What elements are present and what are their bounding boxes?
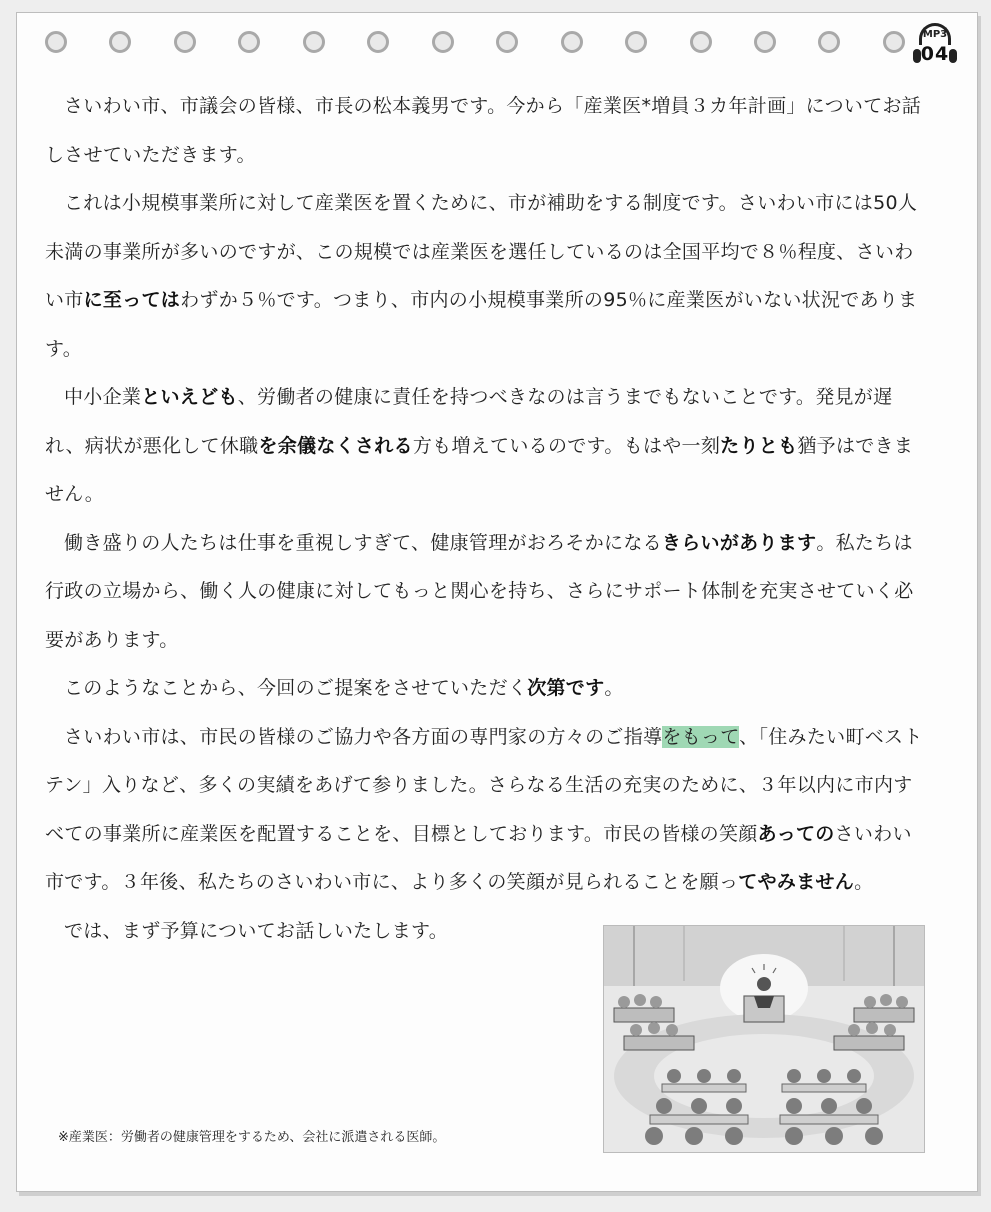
mp3-track-badge[interactable] — [913, 23, 957, 69]
text-segment: さいわい市、市議会の皆様、市長の松本義男です。今から「産業医*増員３カ年計画」についてお話しさせていただきます。 — [45, 95, 922, 166]
text-segment: これは小規模事業所に対して産業医を置くために、市が補助をする制度です。さいわい市には50人未満の事業所が多いのですが、この規模では産業医を選任しているのは全国平均で８％程度、さいわい市 — [45, 192, 918, 311]
binder-rings — [45, 27, 905, 57]
binder-ring-icon — [883, 31, 905, 53]
text-segment: 中小企業 — [64, 386, 142, 408]
binder-ring-icon — [174, 31, 196, 53]
text-segment: 働き盛りの人たちは仕事を重視しすぎて、健康管理がおろそかになる — [64, 531, 662, 554]
speech-paragraph — [45, 713, 925, 907]
bold-expression: 次第です — [527, 677, 605, 699]
text-segment: 方も増えているのです。もはや一刻 — [412, 434, 721, 457]
text-segment: さいわい市は、市民の皆様のご協力や各方面の専門家の方々のご指導 — [64, 725, 663, 748]
speech-text — [45, 82, 925, 955]
speech-paragraph — [45, 519, 925, 665]
bold-expression: を余儀なくされる — [258, 434, 413, 457]
binder-ring-icon — [496, 31, 518, 53]
binder-ring-icon — [432, 31, 454, 53]
binder-ring-icon — [109, 31, 131, 53]
text-segment: では、まず予算についてお話しいたします。 — [64, 919, 449, 942]
speech-paragraph — [45, 664, 925, 713]
mp3-label: MP3 — [922, 29, 948, 40]
binder-ring-icon — [45, 31, 67, 53]
text-segment: 、労働者の健康に責任を持つべきなのは言うまでもないことです。発見が遅れ、病状が悪化して休職 — [45, 386, 893, 457]
assembly-hall-illustration — [603, 925, 925, 1153]
text-segment: わずか５％です。つまり、市内の小規模事業所の95％に産業医がいない状況であります。 — [45, 289, 918, 360]
track-number: 04 — [920, 43, 950, 65]
bold-expression: といえども — [141, 386, 238, 408]
binder-ring-icon — [754, 31, 776, 53]
footnote: ※産業医：労働者の健康管理をするため、会社に派遣される医師。 — [58, 1130, 446, 1145]
bold-expression: に至っては — [83, 289, 181, 311]
binder-ring-icon — [818, 31, 840, 53]
bold-expression: たりとも — [720, 434, 798, 457]
text-segment: 。 — [604, 677, 624, 699]
text-segment: 猶予はできません。 — [45, 434, 914, 505]
bold-expression: きらいがあります — [661, 531, 817, 554]
highlighted-expression: をもって — [662, 725, 740, 748]
bold-expression: あっての — [757, 822, 835, 845]
binder-ring-icon — [690, 31, 712, 53]
text-segment: 、「住みたい町ベストテン」入りなど、多くの実績をあげて参りました。さらなる生活の充実のために、３年以内に市内すべての事業所に産業医を配置することを、目標としております。市民の皆様の笑顔 — [45, 725, 923, 845]
assembly-hall-image — [604, 926, 924, 1152]
text-segment: 。私たちは行政の立場から、働く人の健康に対してもっと関心を持ち、さらにサポート体制を充実させていく必要があります。 — [45, 531, 914, 651]
binder-ring-icon — [367, 31, 389, 53]
text-segment: さいわい市です。３年後、私たちのさいわい市に、より多くの笑顔が見られることを願っ — [45, 822, 912, 893]
speech-paragraph — [45, 82, 925, 179]
speech-paragraph — [45, 179, 925, 373]
binder-ring-icon — [625, 31, 647, 53]
bold-expression: てやみません — [738, 871, 855, 893]
binder-ring-icon — [561, 31, 583, 53]
speech-paragraph — [45, 373, 925, 519]
binder-ring-icon — [238, 31, 260, 53]
text-segment: 。 — [854, 871, 874, 893]
text-segment: このようなことから、今回のご提案をさせていただく — [64, 677, 528, 699]
binder-ring-icon — [303, 31, 325, 53]
